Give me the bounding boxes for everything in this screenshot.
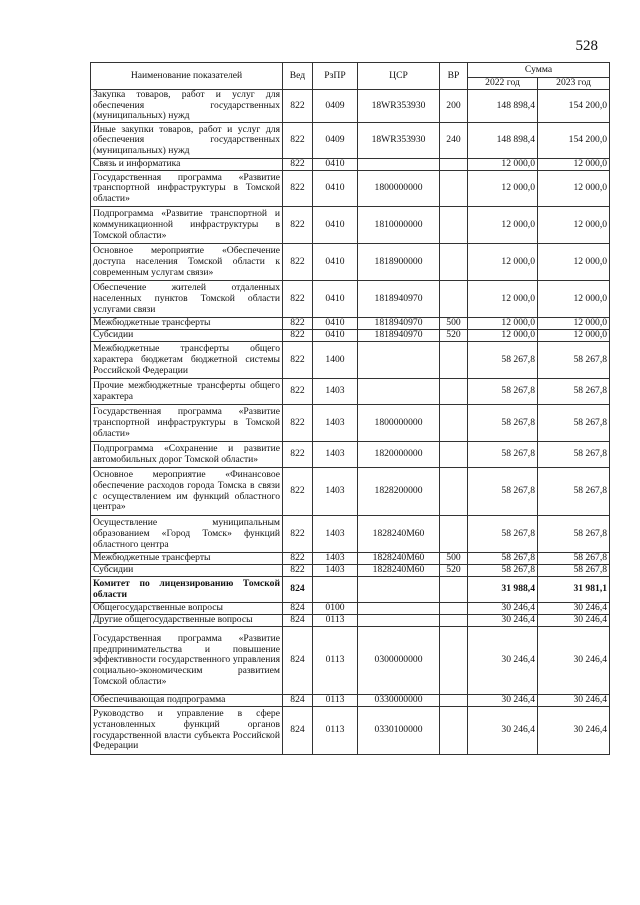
- cell-ved: 824: [283, 615, 313, 627]
- cell-name: Комитет по лицензированию Томской области: [91, 577, 283, 603]
- cell-name: Осуществление муниципальным образованием «Город Томск» функций областного центра: [91, 516, 283, 553]
- cell-rzpr: 1403: [313, 379, 358, 405]
- cell-vr: 500: [440, 318, 468, 330]
- cell-rzpr: 0113: [313, 695, 358, 707]
- cell-v2023: 12 000,0: [538, 244, 610, 281]
- cell-csr: 1818940970: [358, 330, 440, 342]
- cell-v2023: 31 981,1: [538, 577, 610, 603]
- table-row: [91, 577, 610, 603]
- cell-v2023: 58 267,8: [538, 553, 610, 565]
- cell-ved: 822: [283, 281, 313, 318]
- cell-csr: 1828200000: [358, 468, 440, 516]
- cell-vr: [440, 516, 468, 553]
- cell-v2023: 12 000,0: [538, 171, 610, 207]
- cell-name: Другие общегосударственные вопросы: [91, 615, 283, 627]
- table-row: [91, 342, 610, 379]
- page-number: 528: [575, 38, 598, 54]
- cell-vr: [440, 615, 468, 627]
- cell-v2022: 12 000,0: [468, 159, 538, 171]
- cell-ved: 822: [283, 342, 313, 379]
- cell-name: Подпрограмма «Сохранение и развитие автомобильных дорог Томской области»: [91, 442, 283, 468]
- cell-csr: 1828240M60: [358, 565, 440, 577]
- cell-v2022: 58 267,8: [468, 405, 538, 442]
- table-row: [91, 171, 610, 207]
- cell-name: Основное мероприятие «Финансовое обеспечение расходов города Томска в связи с осуществлением им функций областного центра»: [91, 468, 283, 516]
- table-row: [91, 379, 610, 405]
- cell-v2023: 12 000,0: [538, 318, 610, 330]
- cell-vr: [440, 405, 468, 442]
- cell-ved: 822: [283, 123, 313, 159]
- cell-v2023: 154 200,0: [538, 123, 610, 159]
- cell-rzpr: 0409: [313, 123, 358, 159]
- cell-csr: 18WR353930: [358, 90, 440, 123]
- cell-ved: 822: [283, 318, 313, 330]
- cell-v2022: 30 246,4: [468, 615, 538, 627]
- cell-name: Закупка товаров, работ и услуг для обеспечения государственных (муниципальных) нужд: [91, 90, 283, 123]
- cell-rzpr: [313, 577, 358, 603]
- cell-rzpr: 1403: [313, 553, 358, 565]
- cell-csr: [358, 615, 440, 627]
- cell-rzpr: 0410: [313, 171, 358, 207]
- cell-v2023: 58 267,8: [538, 442, 610, 468]
- cell-ved: 824: [283, 603, 313, 615]
- cell-vr: [440, 468, 468, 516]
- cell-v2022: 148 898,4: [468, 90, 538, 123]
- table-row: [91, 627, 610, 695]
- cell-ved: 824: [283, 627, 313, 695]
- cell-vr: 520: [440, 330, 468, 342]
- cell-rzpr: 0100: [313, 603, 358, 615]
- cell-v2022: 58 267,8: [468, 442, 538, 468]
- cell-name: Руководство и управление в сфере установленных функций органов государственной власти субъекта Российской Федерации: [91, 707, 283, 755]
- cell-csr: [358, 159, 440, 171]
- table-row: [91, 159, 610, 171]
- cell-csr: 1818900000: [358, 244, 440, 281]
- header-csr: ЦСР: [358, 63, 440, 90]
- cell-rzpr: 1403: [313, 565, 358, 577]
- cell-vr: [440, 707, 468, 755]
- table-row: [91, 516, 610, 553]
- cell-ved: 822: [283, 405, 313, 442]
- cell-ved: 822: [283, 90, 313, 123]
- cell-rzpr: 1400: [313, 342, 358, 379]
- cell-v2022: 58 267,8: [468, 468, 538, 516]
- table-row: [91, 207, 610, 244]
- cell-v2023: 30 246,4: [538, 707, 610, 755]
- cell-rzpr: 0410: [313, 207, 358, 244]
- header-rzpr: РзПР: [313, 63, 358, 90]
- cell-rzpr: 0410: [313, 330, 358, 342]
- cell-vr: [440, 695, 468, 707]
- cell-name: Иные закупки товаров, работ и услуг для обеспечения государственных (муниципальных) нужд: [91, 123, 283, 159]
- cell-v2022: 58 267,8: [468, 342, 538, 379]
- cell-rzpr: 1403: [313, 516, 358, 553]
- cell-v2022: 12 000,0: [468, 171, 538, 207]
- cell-csr: 1800000000: [358, 405, 440, 442]
- cell-ved: 822: [283, 468, 313, 516]
- cell-name: Основное мероприятие «Обеспечение доступа населения Томской области к современным услугам связи»: [91, 244, 283, 281]
- cell-vr: [440, 342, 468, 379]
- table-row: [91, 244, 610, 281]
- cell-name: Связь и информатика: [91, 159, 283, 171]
- cell-name: Межбюджетные трансферты: [91, 553, 283, 565]
- cell-vr: [440, 171, 468, 207]
- table-row: [91, 707, 610, 755]
- cell-ved: 824: [283, 695, 313, 707]
- cell-v2023: 58 267,8: [538, 565, 610, 577]
- cell-name: Государственная программа «Развитие транспортной инфраструктуры в Томской области»: [91, 171, 283, 207]
- cell-v2022: 30 246,4: [468, 603, 538, 615]
- header-sum: Сумма: [468, 63, 610, 78]
- cell-csr: [358, 342, 440, 379]
- cell-name: Межбюджетные трансферты общего характера бюджетам бюджетной системы Российской Федерации: [91, 342, 283, 379]
- cell-csr: [358, 379, 440, 405]
- header-2023: 2023 год: [538, 78, 610, 90]
- cell-csr: 1810000000: [358, 207, 440, 244]
- cell-vr: [440, 627, 468, 695]
- header-row: [91, 63, 610, 78]
- cell-vr: [440, 159, 468, 171]
- table-row: [91, 330, 610, 342]
- header-ved: Вед: [283, 63, 313, 90]
- cell-v2023: 30 246,4: [538, 615, 610, 627]
- cell-csr: 0330100000: [358, 707, 440, 755]
- cell-v2022: 30 246,4: [468, 627, 538, 695]
- cell-rzpr: 0410: [313, 281, 358, 318]
- cell-rzpr: 0113: [313, 707, 358, 755]
- cell-v2023: 30 246,4: [538, 627, 610, 695]
- budget-table: [90, 62, 610, 755]
- cell-v2023: 58 267,8: [538, 468, 610, 516]
- cell-v2022: 30 246,4: [468, 707, 538, 755]
- cell-rzpr: 0409: [313, 90, 358, 123]
- table-row: [91, 90, 610, 123]
- table-row: [91, 442, 610, 468]
- cell-vr: [440, 244, 468, 281]
- table-row: [91, 695, 610, 707]
- cell-csr: 0300000000: [358, 627, 440, 695]
- cell-name: Прочие межбюджетные трансферты общего характера: [91, 379, 283, 405]
- cell-v2022: 31 988,4: [468, 577, 538, 603]
- header-vr: ВР: [440, 63, 468, 90]
- cell-v2023: 30 246,4: [538, 603, 610, 615]
- cell-vr: [440, 577, 468, 603]
- cell-rzpr: 0113: [313, 627, 358, 695]
- cell-csr: 1818940970: [358, 318, 440, 330]
- cell-csr: 1828240M60: [358, 516, 440, 553]
- cell-vr: [440, 207, 468, 244]
- cell-vr: [440, 379, 468, 405]
- cell-vr: 520: [440, 565, 468, 577]
- table-row: [91, 565, 610, 577]
- cell-name: Субсидии: [91, 565, 283, 577]
- cell-csr: 1818940970: [358, 281, 440, 318]
- table-row: [91, 468, 610, 516]
- cell-ved: 824: [283, 577, 313, 603]
- cell-ved: 822: [283, 159, 313, 171]
- table-row: [91, 615, 610, 627]
- cell-v2022: 58 267,8: [468, 516, 538, 553]
- cell-vr: [440, 442, 468, 468]
- cell-name: Обеспечивающая подпрограмма: [91, 695, 283, 707]
- cell-csr: [358, 577, 440, 603]
- cell-v2022: 12 000,0: [468, 207, 538, 244]
- cell-ved: 822: [283, 379, 313, 405]
- cell-v2022: 30 246,4: [468, 695, 538, 707]
- cell-v2022: 12 000,0: [468, 330, 538, 342]
- cell-v2023: 58 267,8: [538, 379, 610, 405]
- cell-name: Обеспечение жителей отдаленных населенных пунктов Томской области услугами связи: [91, 281, 283, 318]
- cell-name: Общегосударственные вопросы: [91, 603, 283, 615]
- table-row: [91, 405, 610, 442]
- cell-v2023: 58 267,8: [538, 405, 610, 442]
- cell-vr: 500: [440, 553, 468, 565]
- cell-ved: 824: [283, 707, 313, 755]
- cell-rzpr: 0410: [313, 159, 358, 171]
- cell-v2023: 12 000,0: [538, 281, 610, 318]
- cell-csr: 1800000000: [358, 171, 440, 207]
- header-2022: 2022 год: [468, 78, 538, 90]
- cell-v2022: 148 898,4: [468, 123, 538, 159]
- cell-vr: 200: [440, 90, 468, 123]
- cell-ved: 822: [283, 516, 313, 553]
- cell-csr: 1828240M60: [358, 553, 440, 565]
- cell-ved: 822: [283, 330, 313, 342]
- cell-v2023: 12 000,0: [538, 330, 610, 342]
- cell-v2022: 58 267,8: [468, 379, 538, 405]
- cell-ved: 822: [283, 171, 313, 207]
- cell-v2023: 30 246,4: [538, 695, 610, 707]
- cell-ved: 822: [283, 553, 313, 565]
- cell-rzpr: 1403: [313, 405, 358, 442]
- cell-name: Межбюджетные трансферты: [91, 318, 283, 330]
- cell-csr: 1820000000: [358, 442, 440, 468]
- cell-v2023: 12 000,0: [538, 207, 610, 244]
- cell-csr: 18WR353930: [358, 123, 440, 159]
- cell-name: Государственная программа «Развитие транспортной инфраструктуры в Томской области»: [91, 405, 283, 442]
- cell-ved: 822: [283, 442, 313, 468]
- cell-vr: [440, 603, 468, 615]
- cell-ved: 822: [283, 565, 313, 577]
- cell-v2022: 12 000,0: [468, 281, 538, 318]
- cell-name: Государственная программа «Развитие предпринимательства и повышение эффективности государственного управления социально-экономическим развитием Томской области»: [91, 627, 283, 695]
- cell-rzpr: 1403: [313, 468, 358, 516]
- cell-v2023: 154 200,0: [538, 90, 610, 123]
- table-row: [91, 553, 610, 565]
- table-row: [91, 123, 610, 159]
- table-row: [91, 603, 610, 615]
- cell-vr: [440, 281, 468, 318]
- cell-ved: 822: [283, 207, 313, 244]
- cell-rzpr: 1403: [313, 442, 358, 468]
- table-row: [91, 318, 610, 330]
- cell-ved: 822: [283, 244, 313, 281]
- cell-v2023: 58 267,8: [538, 516, 610, 553]
- table-body: [91, 90, 610, 755]
- cell-v2023: 12 000,0: [538, 159, 610, 171]
- table-row: [91, 281, 610, 318]
- cell-vr: 240: [440, 123, 468, 159]
- cell-rzpr: 0410: [313, 318, 358, 330]
- cell-v2022: 58 267,8: [468, 565, 538, 577]
- cell-v2022: 12 000,0: [468, 244, 538, 281]
- cell-csr: [358, 603, 440, 615]
- cell-rzpr: 0410: [313, 244, 358, 281]
- cell-v2022: 12 000,0: [468, 318, 538, 330]
- cell-csr: 0330000000: [358, 695, 440, 707]
- cell-v2022: 58 267,8: [468, 553, 538, 565]
- header-name: Наименование показателей: [91, 63, 283, 90]
- cell-v2023: 58 267,8: [538, 342, 610, 379]
- cell-name: Подпрограмма «Развитие транспортной и коммуникационной инфраструктуры в Томской области»: [91, 207, 283, 244]
- cell-rzpr: 0113: [313, 615, 358, 627]
- cell-name: Субсидии: [91, 330, 283, 342]
